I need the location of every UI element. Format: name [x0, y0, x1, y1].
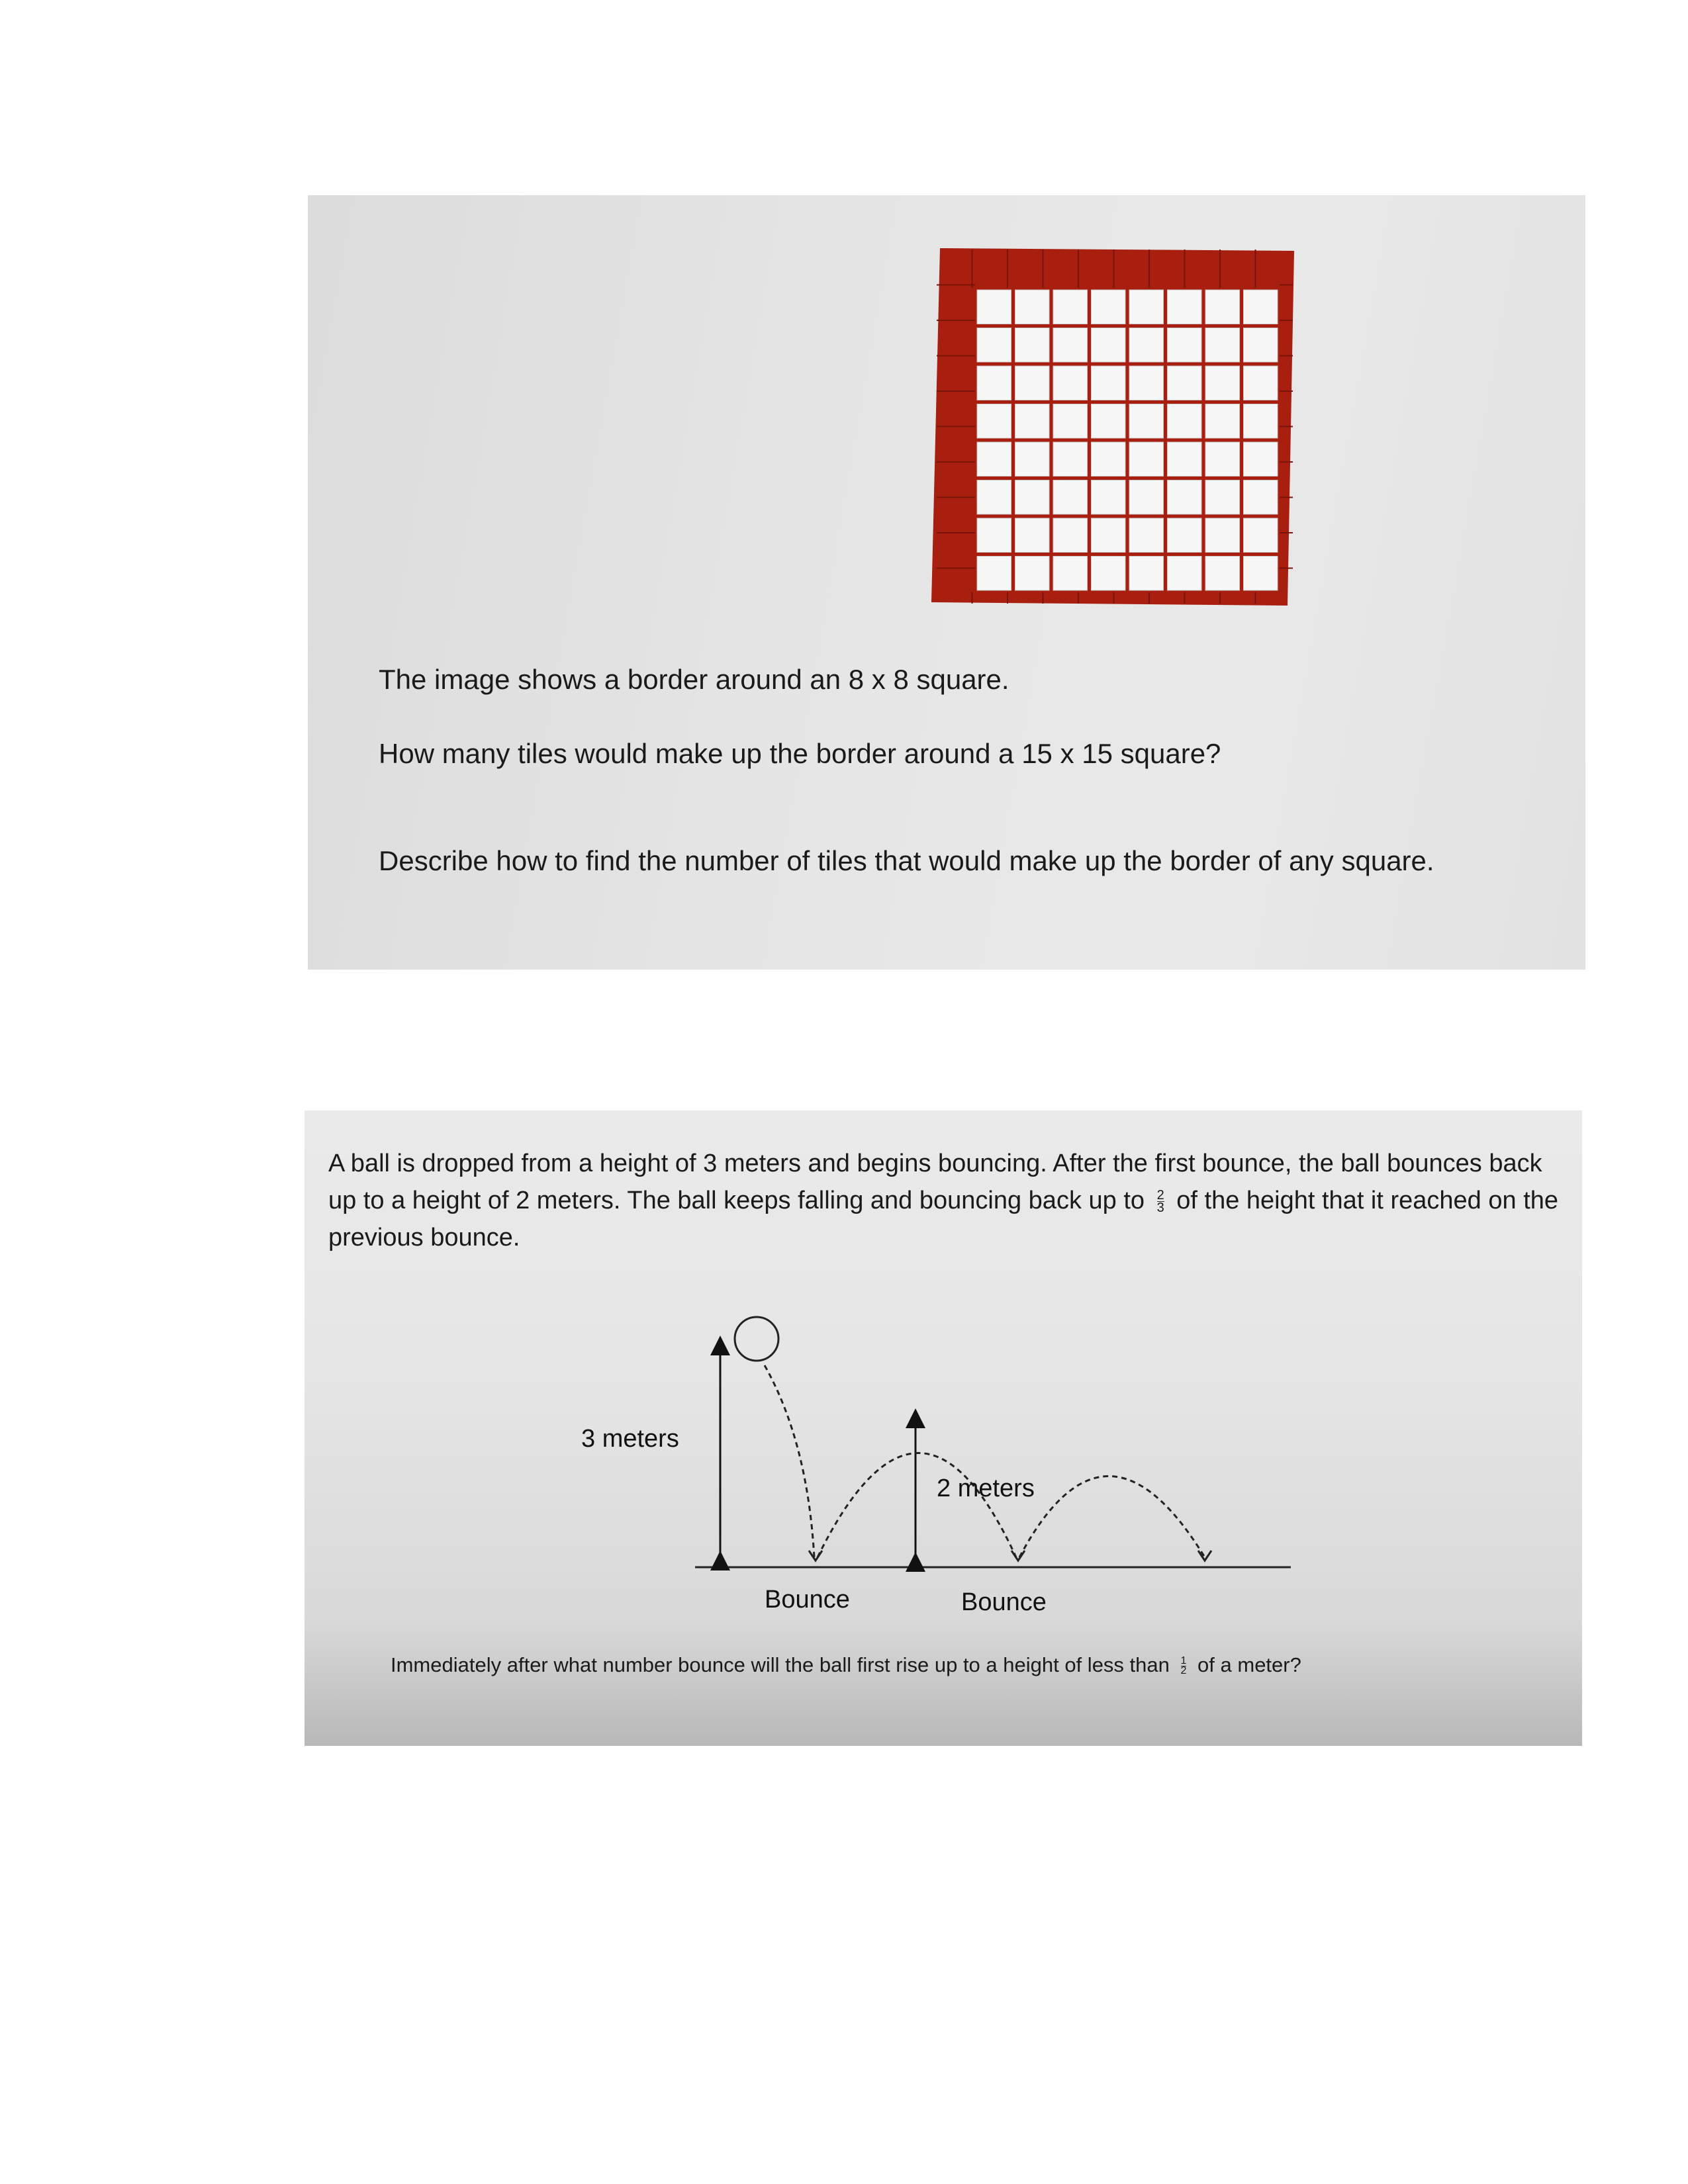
inner-tile [1053, 557, 1088, 591]
inner-tile [1244, 366, 1278, 400]
impact-mark-3 [1198, 1551, 1211, 1561]
inner-tile [1205, 328, 1240, 363]
inner-tile [1244, 404, 1278, 439]
inner-tile [1092, 366, 1126, 400]
inner-tile [1168, 328, 1202, 363]
inner-tile [1129, 518, 1164, 553]
label-2-meters: 2 meters [937, 1475, 1035, 1502]
fraction-numerator: 1 [1180, 1655, 1187, 1667]
fraction-denominator: 3 [1156, 1201, 1164, 1216]
fraction-one-half [1181, 1657, 1187, 1676]
inner-tile [977, 518, 1011, 553]
inner-tile [1205, 557, 1240, 591]
inner-tile [1205, 442, 1240, 477]
fraction-denominator: 2 [1180, 1665, 1187, 1677]
inner-tile [1205, 366, 1240, 400]
inner-tile [1015, 480, 1050, 515]
label-bounce-2: Bounce [961, 1588, 1047, 1616]
inner-tile [1205, 518, 1240, 553]
inner-tile [1129, 290, 1164, 324]
inner-tile [1015, 328, 1050, 363]
inner-tile [977, 442, 1011, 477]
problem1-line3: Describe how to find the number of tiles that would make up the border of any square. [379, 845, 1434, 876]
inner-tile [1205, 290, 1240, 324]
inner-tile [1015, 404, 1050, 439]
inner-tile [1205, 404, 1240, 439]
inner-tile [1244, 442, 1278, 477]
bounce-arc-1 [818, 1453, 1016, 1558]
inner-tile [1168, 366, 1202, 400]
inner-tile [1015, 518, 1050, 553]
label-bounce-1: Bounce [765, 1586, 850, 1614]
ball-icon [735, 1317, 778, 1361]
inner-tile [1129, 404, 1164, 439]
inner-tile [1053, 366, 1088, 400]
inner-tile [1168, 290, 1202, 324]
inner-tile [1168, 480, 1202, 515]
inner-tile [1129, 328, 1164, 363]
inner-tile [977, 290, 1011, 324]
inner-tile [1092, 442, 1126, 477]
inner-tile [1244, 480, 1278, 515]
inner-tile [1168, 518, 1202, 553]
inner-tile [1129, 480, 1164, 515]
inner-tile [1244, 290, 1278, 324]
inner-tile [1053, 290, 1088, 324]
border-problem-photo [308, 195, 1585, 970]
problem1-line1: The image shows a border around an 8 x 8 square. [379, 664, 1009, 695]
bounce-arc-2 [1019, 1477, 1205, 1558]
inner-tile [1244, 518, 1278, 553]
inner-tile [977, 328, 1011, 363]
inner-tile [1244, 557, 1278, 591]
inner-tile [1244, 328, 1278, 363]
problem2-question-part1: Immediately after what number bounce will the ball first rise up to a height of less than [391, 1653, 1170, 1676]
bounce-diagram [305, 1111, 1582, 1746]
inner-tile [1015, 557, 1050, 591]
inner-tile [1053, 404, 1088, 439]
inner-tile [1053, 442, 1088, 477]
bouncing-ball-photo [305, 1111, 1582, 1746]
inner-tile [1168, 442, 1202, 477]
inner-tile [1205, 480, 1240, 515]
inner-tile [1092, 290, 1126, 324]
inner-tile [1129, 442, 1164, 477]
inner-tile [1053, 518, 1088, 553]
inner-tile [977, 404, 1011, 439]
problem2-intro-part2: of the height that it reached on the previous bounce. [328, 1187, 1559, 1251]
inner-tile [1092, 328, 1126, 363]
impact-mark-2 [1011, 1551, 1025, 1561]
inner-tile [1092, 518, 1126, 553]
inner-tile [977, 557, 1011, 591]
inner-tile [1092, 557, 1126, 591]
fall-path [765, 1365, 814, 1557]
problem2-question-part2: of a meter? [1197, 1653, 1301, 1676]
problem2-question [391, 1653, 1301, 1677]
inner-tile [977, 480, 1011, 515]
inner-tile [1053, 328, 1088, 363]
fraction-numerator: 2 [1156, 1188, 1164, 1203]
inner-tile [1092, 404, 1126, 439]
tile-border-figure [917, 248, 1314, 619]
inner-tile [1129, 366, 1164, 400]
inner-tile [1015, 366, 1050, 400]
impact-mark-1 [809, 1551, 822, 1561]
inner-tile [1015, 442, 1050, 477]
inner-tile [977, 366, 1011, 400]
inner-tile [1053, 480, 1088, 515]
inner-tile [1092, 480, 1126, 515]
inner-tile [1129, 557, 1164, 591]
problem2-intro-part1: A ball is dropped from a height of 3 meters and begins bouncing. After the first bounce, the ball bounces back up to a height of 2 meters. The ball keeps falling and bouncing back up to [328, 1150, 1542, 1214]
inner-tile [1168, 557, 1202, 591]
problem1-line2: How many tiles would make up the border around a 15 x 15 square? [379, 738, 1221, 769]
inner-tile [1015, 290, 1050, 324]
inner-tile [1168, 404, 1202, 439]
label-3-meters: 3 meters [581, 1425, 679, 1453]
